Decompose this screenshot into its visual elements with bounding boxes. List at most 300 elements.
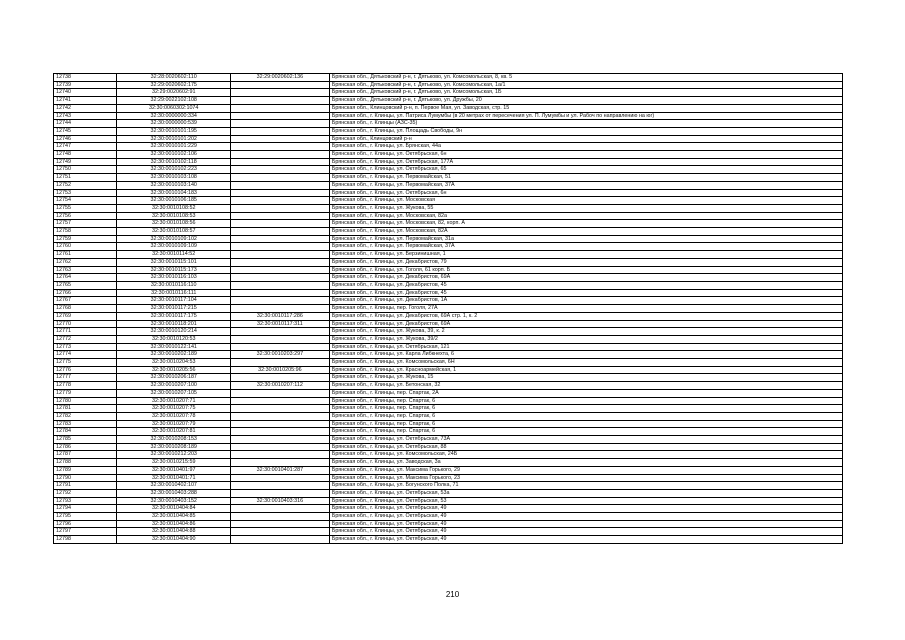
row-number-cell: 12749 xyxy=(54,158,117,166)
cadastral-number-cell: 32:30:0010202:189 xyxy=(117,351,230,359)
table-row xyxy=(54,520,843,528)
cadastral-number-cell: 32:30:0010102:118 xyxy=(117,158,230,166)
row-number-cell: 12775 xyxy=(54,359,117,367)
address-cell: Брянская обл., г. Клинцы, ул. Октябрьская, 121 xyxy=(329,343,842,351)
row-number-cell: 12779 xyxy=(54,389,117,397)
address-cell: Брянская обл., г. Клинцы, ул. Декабристов, 69А xyxy=(329,320,842,328)
address-cell: Брянская обл., Дятьковский р-н, г. Дятьково, ул. Комсомольская, 8, кв. 5 xyxy=(329,74,842,82)
address-cell: Брянская обл., г. Клинцы, ул. Октябрьская, 49 xyxy=(329,513,842,521)
cadastral-number-cell: 32:30:0010207:75 xyxy=(117,405,230,413)
row-number-cell: 12798 xyxy=(54,536,117,544)
table-row xyxy=(54,351,843,359)
cadastral-number-cell: 32:30:0010122:141 xyxy=(117,343,230,351)
cadastral-number-cell: 32:30:0010404:88 xyxy=(117,528,230,536)
table-row xyxy=(54,412,843,420)
table-row xyxy=(54,305,843,313)
address-cell: Брянская обл., г. Клинцы, ул. Жукова, 55 xyxy=(329,204,842,212)
address-cell: Брянская обл., г. Клинцы, ул. Первомайская, 37А xyxy=(329,181,842,189)
row-number-cell: 12763 xyxy=(54,266,117,274)
parent-cadastral-number-cell xyxy=(230,127,329,135)
row-number-cell: 12739 xyxy=(54,81,117,89)
row-number-cell: 12774 xyxy=(54,351,117,359)
table-row xyxy=(54,359,843,367)
row-number-cell: 12742 xyxy=(54,104,117,112)
address-cell: Брянская обл., г. Клинцы, ул. Октябрьская, 6н xyxy=(329,151,842,159)
row-number-cell: 12793 xyxy=(54,497,117,505)
address-cell: Брянская обл., г. Клинцы, ул. Максима Горького, 29 xyxy=(329,466,842,474)
row-number-cell: 12796 xyxy=(54,520,117,528)
table-row xyxy=(54,343,843,351)
parent-cadastral-number-cell xyxy=(230,189,329,197)
row-number-cell: 12788 xyxy=(54,459,117,467)
row-number-cell: 12777 xyxy=(54,374,117,382)
cadastral-number-cell: 32:30:0000000:334 xyxy=(117,112,230,120)
address-cell: Брянская обл., г. Клинцы, пер. Спартак, 6 xyxy=(329,405,842,413)
parent-cadastral-number-cell xyxy=(230,474,329,482)
row-number-cell: 12786 xyxy=(54,443,117,451)
cadastral-number-cell: 32:30:0010403:152 xyxy=(117,497,230,505)
parent-cadastral-number-cell xyxy=(230,174,329,182)
parent-cadastral-number-cell xyxy=(230,135,329,143)
address-cell: Брянская обл., г. Клинцы, пер. Спартак, 6 xyxy=(329,420,842,428)
table-row xyxy=(54,436,843,444)
parent-cadastral-number-cell xyxy=(230,235,329,243)
address-cell: Брянская обл., г. Клинцы, ул. Площадь Свободы, 9н xyxy=(329,127,842,135)
row-number-cell: 12738 xyxy=(54,74,117,82)
cadastral-number-cell: 32:30:0010205:56 xyxy=(117,366,230,374)
row-number-cell: 12765 xyxy=(54,281,117,289)
address-cell: Брянская обл., г. Клинцы, ул. Октябрьская, 65 xyxy=(329,166,842,174)
address-cell: Брянская обл., г. Клинцы, ул. Октябрьская, 49 xyxy=(329,505,842,513)
row-number-cell: 12778 xyxy=(54,382,117,390)
cadastral-number-cell: 32:30:0010117:215 xyxy=(117,305,230,313)
parent-cadastral-number-cell: 32:29:0020602:136 xyxy=(230,74,329,82)
cadastral-number-cell: 32:28:0020602:110 xyxy=(117,74,230,82)
row-number-cell: 12791 xyxy=(54,482,117,490)
row-number-cell: 12784 xyxy=(54,428,117,436)
row-number-cell: 12760 xyxy=(54,243,117,251)
cadastral-number-cell: 32:30:0010207:79 xyxy=(117,420,230,428)
address-cell: Брянская обл., г. Клинцы, ул. Московская xyxy=(329,197,842,205)
cadastral-number-cell: 32:30:0010102:223 xyxy=(117,166,230,174)
cadastral-number-cell: 32:30:0010118:201 xyxy=(117,320,230,328)
row-number-cell: 12756 xyxy=(54,212,117,220)
address-cell: Брянская обл., г. Клинцы, ул. Первомайская, 37А xyxy=(329,243,842,251)
row-number-cell: 12747 xyxy=(54,143,117,151)
row-number-cell: 12768 xyxy=(54,305,117,313)
table-row xyxy=(54,135,843,143)
cadastral-number-cell: 32:30:0010207:100 xyxy=(117,382,230,390)
table-row xyxy=(54,266,843,274)
row-number-cell: 12740 xyxy=(54,89,117,97)
cadastral-number-cell: 32:30:0060302:1074 xyxy=(117,104,230,112)
table-row xyxy=(54,212,843,220)
parent-cadastral-number-cell xyxy=(230,335,329,343)
parent-cadastral-number-cell xyxy=(230,181,329,189)
table-row xyxy=(54,312,843,320)
table-row xyxy=(54,81,843,89)
cadastral-number-cell: 32:30:0010116:110 xyxy=(117,281,230,289)
row-number-cell: 12741 xyxy=(54,97,117,105)
cadastral-number-cell: 32:30:0010207:71 xyxy=(117,397,230,405)
table-row xyxy=(54,451,843,459)
address-cell: Брянская обл., г. Клинцы, ул. Московская, 82, корп. А xyxy=(329,220,842,228)
address-cell: Брянская обл., г. Клинцы, ул. Октябрьская, 177А xyxy=(329,158,842,166)
row-number-cell: 12789 xyxy=(54,466,117,474)
row-number-cell: 12764 xyxy=(54,274,117,282)
row-number-cell: 12783 xyxy=(54,420,117,428)
registry-table-body xyxy=(54,74,843,544)
parent-cadastral-number-cell xyxy=(230,436,329,444)
address-cell: Брянская обл., г. Клинцы, ул. Декабристов, 69А xyxy=(329,274,842,282)
address-cell: Брянская обл., г. Клинцы, ул. Октябрьская, 49 xyxy=(329,528,842,536)
parent-cadastral-number-cell xyxy=(230,81,329,89)
parent-cadastral-number-cell xyxy=(230,220,329,228)
address-cell: Брянская обл., г. Клинцы, ул. Красноармейская, 1 xyxy=(329,366,842,374)
table-row xyxy=(54,151,843,159)
parent-cadastral-number-cell xyxy=(230,112,329,120)
address-cell: Брянская обл., г. Клинцы, ул. Жукова, 39, к. 2 xyxy=(329,328,842,336)
registry-table xyxy=(53,73,843,544)
parent-cadastral-number-cell xyxy=(230,513,329,521)
row-number-cell: 12776 xyxy=(54,366,117,374)
cadastral-number-cell: 32:30:0010109:102 xyxy=(117,235,230,243)
table-row xyxy=(54,459,843,467)
row-number-cell: 12745 xyxy=(54,127,117,135)
row-number-cell: 12794 xyxy=(54,505,117,513)
address-cell: Брянская обл., г. Клинцы, ул. Брянская, 44а xyxy=(329,143,842,151)
row-number-cell: 12770 xyxy=(54,320,117,328)
address-cell: Брянская обл., г. Клинцы, ул. Первомайская, 31а xyxy=(329,235,842,243)
row-number-cell: 12754 xyxy=(54,197,117,205)
table-row xyxy=(54,528,843,536)
parent-cadastral-number-cell xyxy=(230,505,329,513)
parent-cadastral-number-cell xyxy=(230,274,329,282)
parent-cadastral-number-cell xyxy=(230,528,329,536)
cadastral-number-cell: 32:30:0010117:104 xyxy=(117,297,230,305)
row-number-cell: 12769 xyxy=(54,312,117,320)
cadastral-number-cell: 32:30:0010115:173 xyxy=(117,266,230,274)
cadastral-number-cell: 32:30:0010108:57 xyxy=(117,228,230,236)
cadastral-number-cell: 32:30:0010108:53 xyxy=(117,212,230,220)
address-cell: Брянская обл., г. Клинцы, ул. Декабристов, 69А стр. 1, к. 2 xyxy=(329,312,842,320)
address-cell: Брянская обл., г. Клинцы, ул. Комсомольская, 24Б xyxy=(329,451,842,459)
address-cell: Брянская обл., г. Клинцы, пер. Спартак, 6 xyxy=(329,397,842,405)
cadastral-number-cell: 32:30:0010116:111 xyxy=(117,289,230,297)
parent-cadastral-number-cell: 32:30:0010117:286 xyxy=(230,312,329,320)
cadastral-number-cell: 32:30:0010108:56 xyxy=(117,220,230,228)
table-row xyxy=(54,474,843,482)
table-row xyxy=(54,97,843,105)
cadastral-number-cell: 32:29:0022102:108 xyxy=(117,97,230,105)
parent-cadastral-number-cell xyxy=(230,428,329,436)
table-row xyxy=(54,120,843,128)
address-cell: Брянская обл., г. Клинцы, ул. Жукова, 15 xyxy=(329,374,842,382)
table-row xyxy=(54,513,843,521)
cadastral-number-cell: 32:30:0010207:105 xyxy=(117,389,230,397)
table-row xyxy=(54,366,843,374)
parent-cadastral-number-cell xyxy=(230,204,329,212)
cadastral-number-cell: 32:30:0010401:97 xyxy=(117,466,230,474)
parent-cadastral-number-cell xyxy=(230,374,329,382)
table-row xyxy=(54,428,843,436)
table-row xyxy=(54,328,843,336)
parent-cadastral-number-cell xyxy=(230,536,329,544)
cadastral-number-cell: 32:30:0010117:175 xyxy=(117,312,230,320)
parent-cadastral-number-cell xyxy=(230,343,329,351)
cadastral-number-cell: 32:30:0010104:183 xyxy=(117,189,230,197)
address-cell: Брянская обл., г. Клинцы, ул. Бетонская, 32 xyxy=(329,382,842,390)
parent-cadastral-number-cell xyxy=(230,359,329,367)
table-row xyxy=(54,89,843,97)
parent-cadastral-number-cell xyxy=(230,451,329,459)
row-number-cell: 12771 xyxy=(54,328,117,336)
row-number-cell: 12757 xyxy=(54,220,117,228)
row-number-cell: 12761 xyxy=(54,251,117,259)
parent-cadastral-number-cell xyxy=(230,120,329,128)
cadastral-number-cell: 32:30:0010120:214 xyxy=(117,328,230,336)
cadastral-number-cell: 32:30:0010403:288 xyxy=(117,489,230,497)
table-row xyxy=(54,466,843,474)
table-row xyxy=(54,220,843,228)
address-cell: Брянская обл., г. Клинцы (АЗС-35) xyxy=(329,120,842,128)
cadastral-number-cell: 32:30:0010208:189 xyxy=(117,443,230,451)
address-cell: Брянская обл., г. Клинцы, ул. Карла Либкнехта, 6 xyxy=(329,351,842,359)
row-number-cell: 12744 xyxy=(54,120,117,128)
parent-cadastral-number-cell xyxy=(230,489,329,497)
address-cell: Брянская обл., г. Клинцы, ул. Октябрьская, 6н xyxy=(329,189,842,197)
row-number-cell: 12767 xyxy=(54,297,117,305)
row-number-cell: 12781 xyxy=(54,405,117,413)
parent-cadastral-number-cell: 32:30:0010401:287 xyxy=(230,466,329,474)
row-number-cell: 12766 xyxy=(54,289,117,297)
table-row xyxy=(54,420,843,428)
page-number: 210 xyxy=(445,590,460,599)
cadastral-number-cell: 32:30:0010101:229 xyxy=(117,143,230,151)
address-cell: Брянская обл., Дятьковский р-н, г. Дятьково, ул. Дружбы, 20 xyxy=(329,97,842,105)
table-row xyxy=(54,289,843,297)
parent-cadastral-number-cell xyxy=(230,305,329,313)
cadastral-number-cell: 32:30:0010404:86 xyxy=(117,520,230,528)
parent-cadastral-number-cell xyxy=(230,459,329,467)
row-number-cell: 12751 xyxy=(54,174,117,182)
address-cell: Брянская обл., г. Клинцы, ул. Максима Горького, 23 xyxy=(329,474,842,482)
table-row xyxy=(54,536,843,544)
table-row xyxy=(54,281,843,289)
table-row xyxy=(54,489,843,497)
address-cell: Брянская обл., Клинцовский р-н xyxy=(329,135,842,143)
cadastral-number-cell: 32:30:0010207:78 xyxy=(117,412,230,420)
address-cell: Брянская обл., г. Клинцы, ул. Октябрьская, 53а xyxy=(329,489,842,497)
address-cell: Брянская обл., г. Клинцы, ул. Московская, 82А xyxy=(329,228,842,236)
row-number-cell: 12773 xyxy=(54,343,117,351)
cadastral-number-cell: 32:30:0010108:52 xyxy=(117,204,230,212)
cadastral-number-cell: 32:30:0010102:106 xyxy=(117,151,230,159)
row-number-cell: 12746 xyxy=(54,135,117,143)
registry-table-container xyxy=(53,73,843,544)
row-number-cell: 12750 xyxy=(54,166,117,174)
row-number-cell: 12743 xyxy=(54,112,117,120)
parent-cadastral-number-cell: 32:30:0010203:297 xyxy=(230,351,329,359)
parent-cadastral-number-cell xyxy=(230,258,329,266)
cadastral-number-cell: 32:30:0010204:53 xyxy=(117,359,230,367)
parent-cadastral-number-cell: 32:30:0010403:316 xyxy=(230,497,329,505)
address-cell: Брянская обл., г. Клинцы, ул. Заводская, 3а xyxy=(329,459,842,467)
parent-cadastral-number-cell xyxy=(230,97,329,105)
parent-cadastral-number-cell xyxy=(230,151,329,159)
row-number-cell: 12753 xyxy=(54,189,117,197)
table-row xyxy=(54,297,843,305)
address-cell: Брянская обл., г. Клинцы, ул. Комсомольская, 6Н xyxy=(329,359,842,367)
address-cell: Брянская обл., г. Клинцы, ул. Московская, 82а xyxy=(329,212,842,220)
parent-cadastral-number-cell xyxy=(230,212,329,220)
row-number-cell: 12780 xyxy=(54,397,117,405)
table-row xyxy=(54,112,843,120)
address-cell: Брянская обл., г. Клинцы, ул. Декабристов, 79 xyxy=(329,258,842,266)
address-cell: Брянская обл., г. Клинцы, ул. Декабристов, 1А xyxy=(329,297,842,305)
table-row xyxy=(54,181,843,189)
parent-cadastral-number-cell xyxy=(230,243,329,251)
table-row xyxy=(54,374,843,382)
row-number-cell: 12758 xyxy=(54,228,117,236)
cadastral-number-cell: 32:29:0020602:91 xyxy=(117,89,230,97)
table-row xyxy=(54,482,843,490)
address-cell: Брянская обл., г. Клинцы, пер. Гоголя, 27А xyxy=(329,305,842,313)
cadastral-number-cell: 32:30:0010103:108 xyxy=(117,174,230,182)
parent-cadastral-number-cell xyxy=(230,89,329,97)
table-row xyxy=(54,158,843,166)
parent-cadastral-number-cell xyxy=(230,297,329,305)
table-row xyxy=(54,382,843,390)
row-number-cell: 12772 xyxy=(54,335,117,343)
row-number-cell: 12787 xyxy=(54,451,117,459)
table-row xyxy=(54,228,843,236)
address-cell: Брянская обл., г. Клинцы, ул. Октябрьская, 88 xyxy=(329,443,842,451)
parent-cadastral-number-cell xyxy=(230,228,329,236)
table-row xyxy=(54,189,843,197)
parent-cadastral-number-cell xyxy=(230,482,329,490)
address-cell: Брянская обл., г. Клинцы, ул. Октябрьская, 73А xyxy=(329,436,842,444)
cadastral-number-cell: 32:30:0010207:81 xyxy=(117,428,230,436)
row-number-cell: 12790 xyxy=(54,474,117,482)
address-cell: Брянская обл., г. Клинцы, ул. Патриса Лумумбы (в 20 метрах от пересечения ул. П. Лумумбы и ул. Рабоч по направлению на юг) xyxy=(329,112,842,120)
cadastral-number-cell: 32:30:0010212:203 xyxy=(117,451,230,459)
parent-cadastral-number-cell xyxy=(230,143,329,151)
table-row xyxy=(54,235,843,243)
row-number-cell: 12792 xyxy=(54,489,117,497)
cadastral-number-cell: 32:29:0020602:175 xyxy=(117,81,230,89)
table-row xyxy=(54,505,843,513)
parent-cadastral-number-cell: 32:30:0010205:96 xyxy=(230,366,329,374)
table-row xyxy=(54,197,843,205)
parent-cadastral-number-cell xyxy=(230,104,329,112)
cadastral-number-cell: 32:30:0000000:539 xyxy=(117,120,230,128)
parent-cadastral-number-cell: 32:30:0010207:112 xyxy=(230,382,329,390)
cadastral-number-cell: 32:30:0010106:185 xyxy=(117,197,230,205)
cadastral-number-cell: 32:30:0010116:103 xyxy=(117,274,230,282)
table-row xyxy=(54,335,843,343)
parent-cadastral-number-cell xyxy=(230,266,329,274)
row-number-cell: 12755 xyxy=(54,204,117,212)
cadastral-number-cell: 32:30:0010206:187 xyxy=(117,374,230,382)
address-cell: Брянская обл., Дятьковский р-н, г. Дятьково, ул. Комсомольская, 1Б xyxy=(329,89,842,97)
row-number-cell: 12782 xyxy=(54,412,117,420)
cadastral-number-cell: 32:30:0010120:53 xyxy=(117,335,230,343)
parent-cadastral-number-cell xyxy=(230,420,329,428)
row-number-cell: 12748 xyxy=(54,151,117,159)
cadastral-number-cell: 32:30:0010402:107 xyxy=(117,482,230,490)
cadastral-number-cell: 32:30:0010109:109 xyxy=(117,243,230,251)
parent-cadastral-number-cell xyxy=(230,397,329,405)
address-cell: Брянская обл., г. Клинцы, ул. Октябрьская, 53 xyxy=(329,497,842,505)
cadastral-number-cell: 32:30:0010101:195 xyxy=(117,127,230,135)
parent-cadastral-number-cell: 32:30:0010117:311 xyxy=(230,320,329,328)
cadastral-number-cell: 32:30:0010215:59 xyxy=(117,459,230,467)
row-number-cell: 12795 xyxy=(54,513,117,521)
address-cell: Брянская обл., г. Клинцы, ул. Октябрьская, 49 xyxy=(329,536,842,544)
address-cell: Брянская обл., г. Клинцы, пер. Спартак, 2А xyxy=(329,389,842,397)
table-row xyxy=(54,143,843,151)
parent-cadastral-number-cell xyxy=(230,197,329,205)
parent-cadastral-number-cell xyxy=(230,158,329,166)
parent-cadastral-number-cell xyxy=(230,412,329,420)
cadastral-number-cell: 32:30:0010208:153 xyxy=(117,436,230,444)
address-cell: Брянская обл., Дятьковский р-н, г. Дятьково, ул. Комсомольская, 1а/1 xyxy=(329,81,842,89)
parent-cadastral-number-cell xyxy=(230,166,329,174)
cadastral-number-cell: 32:30:0010404:90 xyxy=(117,536,230,544)
address-cell: Брянская обл., г. Клинцы, ул. Первомайская, 51 xyxy=(329,174,842,182)
table-row xyxy=(54,443,843,451)
cadastral-number-cell: 32:30:0010115:101 xyxy=(117,258,230,266)
cadastral-number-cell: 32:30:0010101:202 xyxy=(117,135,230,143)
table-row xyxy=(54,104,843,112)
parent-cadastral-number-cell xyxy=(230,289,329,297)
cadastral-number-cell: 32:30:0010404:84 xyxy=(117,505,230,513)
row-number-cell: 12797 xyxy=(54,528,117,536)
address-cell: Брянская обл., г. Клинцы, пер. Спартак, 6 xyxy=(329,428,842,436)
address-cell: Брянская обл., г. Клинцы, ул. Берзинишная, 1 xyxy=(329,251,842,259)
parent-cadastral-number-cell xyxy=(230,389,329,397)
table-row xyxy=(54,320,843,328)
table-row xyxy=(54,204,843,212)
parent-cadastral-number-cell xyxy=(230,251,329,259)
table-row xyxy=(54,243,843,251)
table-row xyxy=(54,74,843,82)
parent-cadastral-number-cell xyxy=(230,443,329,451)
table-row xyxy=(54,127,843,135)
table-row xyxy=(54,174,843,182)
parent-cadastral-number-cell xyxy=(230,281,329,289)
table-row xyxy=(54,251,843,259)
table-row xyxy=(54,274,843,282)
cadastral-number-cell: 32:30:0010103:140 xyxy=(117,181,230,189)
table-row xyxy=(54,166,843,174)
address-cell: Брянская обл., г. Клинцы, ул. Октябрьская, 49 xyxy=(329,520,842,528)
table-row xyxy=(54,397,843,405)
parent-cadastral-number-cell xyxy=(230,405,329,413)
address-cell: Брянская обл., г. Клинцы, ул. Богунского Полка, 71 xyxy=(329,482,842,490)
address-cell: Брянская обл., г. Клинцы, пер. Спартак, 6 xyxy=(329,412,842,420)
row-number-cell: 12785 xyxy=(54,436,117,444)
parent-cadastral-number-cell xyxy=(230,328,329,336)
address-cell: Брянская обл., г. Клинцы, ул. Гоголя, 61 корп. Б xyxy=(329,266,842,274)
address-cell: Брянская обл., г. Клинцы, ул. Жукова, 39/2 xyxy=(329,335,842,343)
address-cell: Брянская обл., г. Клинцы, ул. Декабристов, 45 xyxy=(329,281,842,289)
row-number-cell: 12752 xyxy=(54,181,117,189)
table-row xyxy=(54,405,843,413)
cadastral-number-cell: 32:30:0010401:71 xyxy=(117,474,230,482)
address-cell: Брянская обл., Клинцовский р-н, п. Первое Мая, ул. Заводская, стр. 15 xyxy=(329,104,842,112)
